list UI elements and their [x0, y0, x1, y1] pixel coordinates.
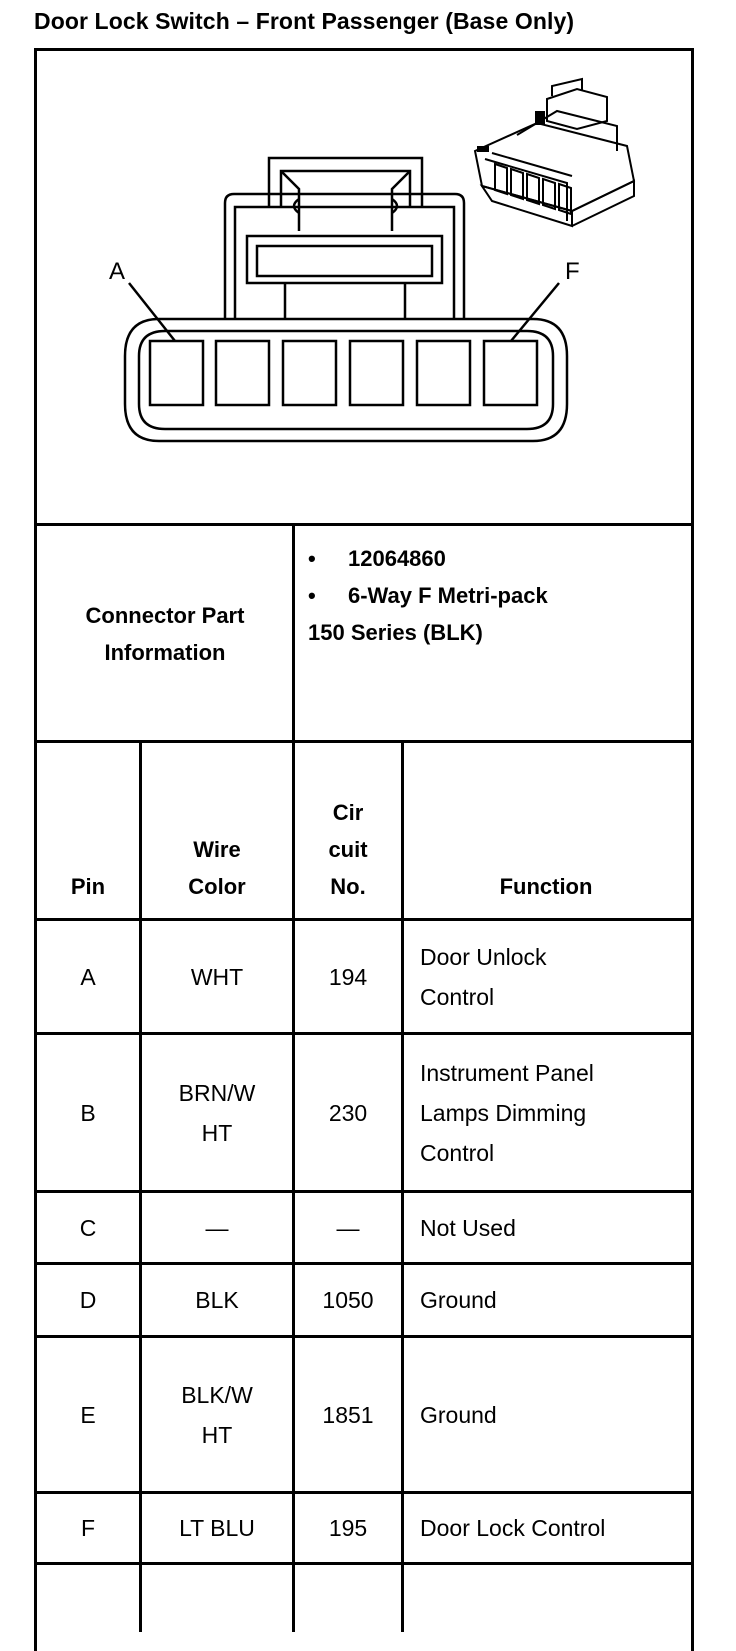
row-e-pin: E	[80, 1401, 96, 1428]
cavity-f	[484, 341, 537, 405]
header-pin: Pin	[70, 874, 106, 899]
row-e-circuit: 1851	[322, 1401, 374, 1428]
connector-diagram	[37, 51, 688, 524]
pin-label-a: A	[109, 258, 126, 285]
connector-part-info-label: Connector Part Information	[85, 603, 245, 665]
cavity-e	[417, 341, 470, 405]
row-c-pin: C	[79, 1214, 97, 1241]
pin-label-f: F	[565, 258, 580, 285]
cavity-c	[283, 341, 336, 405]
row-d-wire-color: BLK	[195, 1287, 239, 1313]
row-f-circuit: 195	[328, 1515, 368, 1541]
row-b-function: Instrument Panel Lamps Dimming Control	[420, 1059, 594, 1166]
row-d-function: Ground	[420, 1287, 497, 1313]
connector-housing-body	[225, 194, 464, 319]
header-function: Function	[499, 874, 593, 899]
connector-drawing	[37, 51, 688, 524]
row-f-function: Door Lock Control	[420, 1515, 606, 1541]
row-f-pin: F	[80, 1515, 96, 1541]
bullet: •	[308, 583, 316, 608]
header-wire-color: Wire Color	[188, 837, 246, 899]
divider	[34, 1562, 694, 1565]
row-b-pin: B	[80, 1099, 96, 1126]
row-c-wire-color: —	[205, 1214, 229, 1241]
divider	[34, 740, 694, 743]
row-e-function: Ground	[420, 1401, 497, 1428]
row-a-pin: A	[80, 963, 96, 990]
page-title: Door Lock Switch – Front Passenger (Base Only)	[34, 8, 575, 34]
bullet: •	[308, 546, 316, 571]
row-a-circuit: 194	[328, 963, 368, 990]
part-number: 12064860	[348, 546, 446, 571]
row-c-circuit: —	[336, 1214, 360, 1241]
row-d-circuit: 1050	[322, 1287, 374, 1313]
row-e-wire-color: BLK/W HT	[181, 1381, 253, 1448]
header-circuit-no: Cir cuit No.	[328, 800, 368, 899]
row-d-pin: D	[79, 1287, 97, 1313]
cavity-a	[150, 341, 203, 405]
row-a-wire-color: WHT	[190, 963, 244, 990]
cavity-d	[350, 341, 403, 405]
connector-description: 6-Way F Metri-pack	[348, 583, 548, 608]
row-c-function: Not Used	[420, 1214, 516, 1241]
row-b-circuit: 230	[328, 1099, 368, 1126]
connector-part-info-value: • 12064860 • 6-Way F Metri-pack 150 Series (BLK)	[308, 540, 548, 651]
row-f-wire-color: LT BLU	[179, 1515, 255, 1541]
connector-isometric-view	[475, 79, 634, 226]
cavity-b	[216, 341, 269, 405]
row-a-function: Door Unlock Control	[420, 943, 547, 1010]
connector-front-face	[125, 319, 567, 441]
divider	[34, 523, 694, 526]
row-b-wire-color: BRN/W HT	[178, 1079, 256, 1146]
